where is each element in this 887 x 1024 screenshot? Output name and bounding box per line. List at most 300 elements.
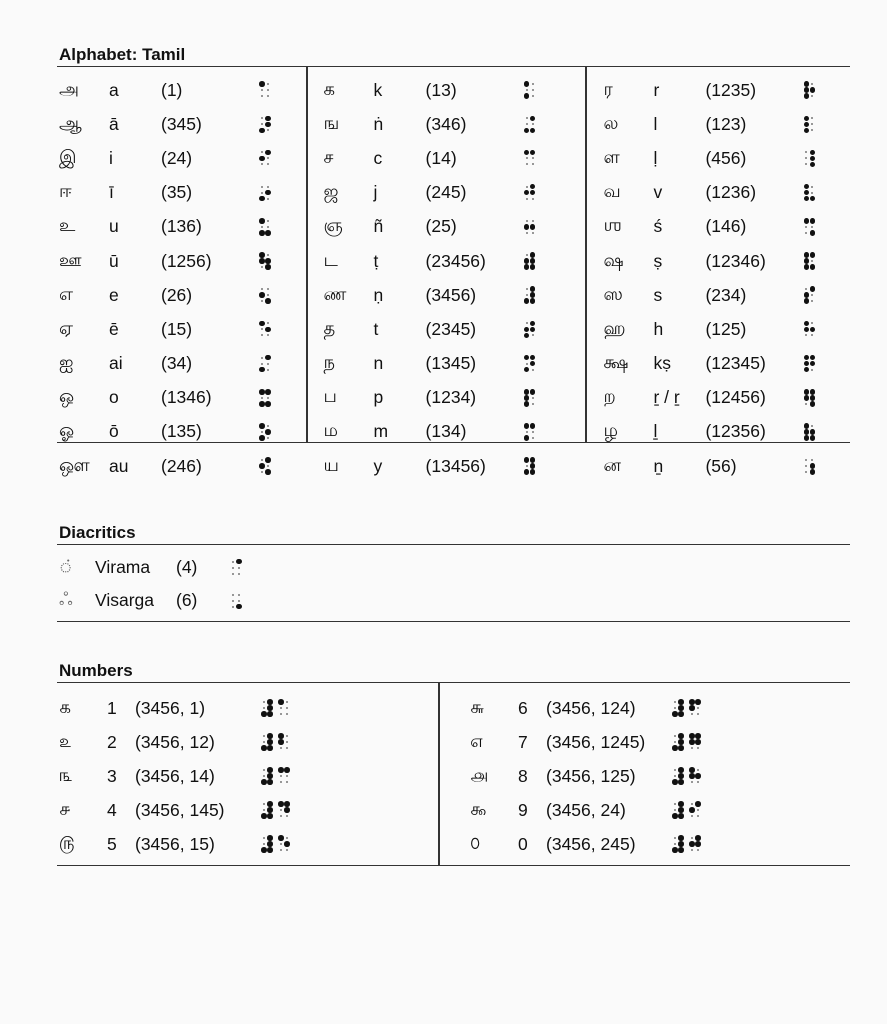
braille-cell-icon	[259, 115, 271, 133]
arabic-digit: 9	[518, 799, 528, 820]
braille-cell-icon	[524, 320, 536, 338]
letter-row	[601, 278, 850, 312]
dot-numbers: (6)	[176, 590, 198, 610]
tamil-numeral: ௦	[470, 832, 481, 853]
tamil-glyph: ஶ	[603, 215, 622, 236]
tamil-glyph: ச	[323, 146, 334, 167]
letter-row	[601, 210, 850, 244]
dot-numbers: (456)	[705, 147, 747, 168]
letter-row	[322, 381, 586, 415]
braille-pattern	[803, 355, 815, 373]
latin-transliteration: ā	[109, 113, 119, 134]
latin-transliteration: h	[653, 318, 664, 339]
diacritic-row	[57, 551, 850, 584]
arabic-digit: 7	[518, 731, 528, 752]
letter-row	[601, 381, 850, 415]
braille-pattern	[259, 389, 271, 407]
letter-row	[57, 107, 306, 141]
tamil-glyph: ஷ	[603, 249, 624, 270]
tamil-glyph: ஆ	[59, 112, 82, 133]
alphabet-section	[57, 44, 850, 476]
braille-pattern	[259, 218, 271, 236]
braille-pattern	[803, 184, 815, 202]
dot-numbers: (134)	[425, 421, 467, 442]
arabic-digit: 4	[107, 799, 117, 820]
dot-numbers: (135)	[161, 421, 202, 442]
braille-pattern	[259, 423, 271, 441]
tamil-numeral: ௩	[59, 764, 73, 785]
numbers-title: Numbers	[57, 660, 850, 683]
latin-transliteration: p	[373, 387, 384, 408]
dot-numbers: (1)	[161, 79, 183, 100]
braille-pattern	[230, 592, 242, 610]
dot-numbers: (35)	[161, 182, 193, 203]
braille-cell-icon	[803, 457, 815, 475]
braille-cell-icon	[259, 252, 271, 270]
latin-transliteration: c	[373, 147, 383, 168]
braille-cell-icon	[259, 81, 271, 99]
latin-transliteration: n	[373, 353, 384, 374]
dot-numbers: (3456, 1)	[135, 697, 206, 718]
braille-cell-icon	[524, 252, 536, 270]
dot-numbers: (125)	[705, 318, 747, 339]
tamil-numeral: ௬	[470, 696, 485, 717]
braille-cell-icon	[259, 423, 271, 441]
letter-row	[57, 210, 306, 244]
alphabet-column	[585, 67, 850, 476]
arabic-digit: 5	[107, 833, 117, 854]
braille-cell-icon	[259, 218, 271, 236]
dot-numbers: (56)	[705, 455, 737, 476]
braille-pattern	[259, 252, 271, 270]
braille-cell-icon	[672, 835, 684, 853]
letter-row	[322, 449, 586, 483]
braille-pattern	[524, 252, 536, 270]
alphabet-title: Alphabet: Tamil	[57, 44, 850, 67]
braille-pattern	[259, 115, 271, 133]
braille-pattern	[672, 699, 701, 717]
latin-transliteration: ṇ	[373, 284, 384, 305]
tamil-glyph: எ	[59, 283, 74, 304]
braille-cell-icon	[689, 733, 701, 751]
latin-transliteration: y	[373, 455, 383, 476]
letter-row	[601, 449, 850, 483]
dot-numbers: (13456)	[425, 455, 486, 476]
braille-cell-icon	[524, 389, 536, 407]
latin-transliteration: a	[109, 79, 119, 100]
number-row	[57, 725, 438, 759]
braille-cell-icon	[672, 801, 684, 819]
braille-pattern	[230, 559, 242, 577]
arabic-digit: 1	[107, 697, 117, 718]
braille-cell-icon	[689, 801, 701, 819]
braille-cell-icon	[261, 835, 273, 853]
braille-pattern	[524, 423, 536, 441]
numbers-table	[57, 683, 850, 866]
tamil-glyph: ஞ	[323, 215, 343, 236]
braille-cell-icon	[803, 115, 815, 133]
letter-row	[57, 176, 306, 210]
letter-row	[57, 415, 306, 449]
braille-pattern	[261, 699, 290, 717]
braille-cell-icon	[230, 592, 242, 610]
tamil-glyph: ன	[603, 454, 621, 475]
tamil-glyph: ஊ	[59, 249, 82, 270]
dot-numbers: (3456, 125)	[546, 765, 636, 786]
tamil-glyph: ஏ	[59, 317, 74, 338]
braille-pattern	[261, 733, 290, 751]
braille-pattern	[672, 835, 701, 853]
braille-cell-icon	[672, 733, 684, 751]
letter-row	[601, 141, 850, 175]
latin-transliteration: r	[653, 79, 660, 100]
letter-row	[322, 347, 586, 381]
tamil-glyph: ஜ	[323, 181, 339, 202]
braille-cell-icon	[259, 320, 271, 338]
numbers-column	[57, 683, 438, 865]
latin-transliteration: ḻ	[653, 421, 658, 442]
braille-pattern	[672, 767, 701, 785]
letter-row	[601, 347, 850, 381]
latin-transliteration: ṅ	[373, 113, 384, 134]
braille-pattern	[803, 115, 815, 133]
braille-pattern	[259, 184, 271, 202]
tamil-glyph: ப	[323, 386, 337, 407]
diacritic-name: Visarga	[95, 590, 155, 610]
latin-transliteration: m	[373, 421, 389, 442]
tamil-glyph: ஸ	[603, 283, 623, 304]
latin-transliteration: v	[653, 182, 663, 203]
letter-row	[322, 176, 586, 210]
alphabet-column	[57, 67, 306, 476]
latin-transliteration: l	[653, 113, 658, 134]
latin-transliteration: s	[653, 284, 663, 305]
dot-numbers: (146)	[705, 216, 747, 237]
braille-pattern	[803, 252, 815, 270]
tamil-glyph: ஈ	[59, 181, 72, 202]
braille-cell-icon	[803, 286, 815, 304]
dot-numbers: (3456, 24)	[546, 799, 626, 820]
alphabet-column	[306, 67, 586, 476]
tamil-numeral: ௫	[59, 832, 75, 853]
number-row	[468, 725, 850, 759]
arabic-digit: 8	[518, 765, 528, 786]
alphabet-table	[57, 67, 850, 476]
tamil-numeral: ௨	[59, 730, 72, 751]
letter-row	[322, 415, 586, 449]
latin-transliteration: ū	[109, 250, 119, 271]
braille-cell-icon	[259, 355, 271, 373]
latin-transliteration: ṉ	[653, 455, 664, 476]
dot-numbers: (2345)	[425, 318, 477, 339]
tamil-glyph: உ	[59, 215, 76, 236]
braille-pattern	[803, 81, 815, 99]
dot-numbers: (26)	[161, 284, 193, 305]
diacritic-row	[57, 584, 850, 617]
braille-cell-icon	[259, 184, 271, 202]
dot-numbers: (1346)	[161, 387, 212, 408]
dot-numbers: (245)	[425, 182, 467, 203]
diacritics-table	[57, 545, 850, 622]
dot-numbers: (3456, 1245)	[546, 731, 646, 752]
latin-transliteration: ṣ	[653, 250, 663, 271]
tamil-glyph: இ	[59, 146, 77, 167]
letter-row	[322, 141, 586, 175]
tamil-glyph: ர	[603, 78, 613, 99]
tamil-glyph: அ	[59, 78, 80, 99]
braille-cell-icon	[261, 767, 273, 785]
dot-numbers: (12346)	[705, 250, 766, 271]
braille-pattern	[261, 801, 290, 819]
braille-cell-icon	[259, 457, 271, 475]
dot-numbers: (1236)	[705, 182, 757, 203]
letter-row	[322, 210, 586, 244]
number-row	[57, 759, 438, 793]
tamil-glyph: ங	[323, 112, 340, 133]
letter-row	[322, 107, 586, 141]
arabic-digit: 6	[518, 697, 528, 718]
dot-numbers: (24)	[161, 147, 193, 168]
dot-numbers: (13)	[425, 79, 457, 100]
latin-transliteration: e	[109, 284, 119, 305]
letter-row	[57, 449, 306, 483]
diacritic-name: Virama	[95, 557, 151, 577]
letter-row	[322, 312, 586, 346]
tamil-numeral: ௪	[59, 798, 71, 819]
latin-transliteration: t	[373, 318, 379, 339]
number-row	[57, 793, 438, 827]
letter-row	[322, 73, 586, 107]
braille-pattern	[524, 81, 536, 99]
diacritic-glyph: ஃ	[59, 589, 73, 609]
dot-numbers: (123)	[705, 113, 747, 134]
dot-numbers: (346)	[425, 113, 467, 134]
braille-pattern	[803, 149, 815, 167]
letter-row	[322, 244, 586, 278]
number-row	[468, 691, 850, 725]
tamil-numeral: ௮	[470, 764, 488, 785]
latin-transliteration: o	[109, 387, 119, 408]
latin-transliteration: ṭ	[373, 250, 379, 271]
braille-pattern	[524, 457, 536, 475]
braille-cell-icon	[803, 81, 815, 99]
braille-pattern	[672, 733, 701, 751]
dot-numbers: (4)	[176, 557, 198, 577]
braille-cell-icon	[803, 149, 815, 167]
tamil-numeral: ௯	[470, 798, 487, 819]
tamil-glyph: ட	[323, 249, 338, 270]
braille-pattern	[259, 457, 271, 475]
dot-numbers: (3456)	[425, 284, 477, 305]
dot-numbers: (246)	[161, 455, 202, 476]
latin-transliteration: ṟ / ṟ	[653, 387, 680, 408]
latin-transliteration: i	[109, 147, 113, 168]
latin-transliteration: u	[109, 216, 119, 237]
number-row	[57, 691, 438, 725]
latin-transliteration: ō	[109, 421, 119, 442]
number-row	[468, 793, 850, 827]
latin-transliteration: ai	[109, 353, 123, 374]
braille-cell-icon	[803, 423, 815, 441]
tamil-glyph: ஓ	[59, 420, 75, 441]
braille-pattern	[524, 218, 536, 236]
tamil-numeral: ௧	[59, 696, 72, 717]
latin-transliteration: ś	[653, 216, 663, 237]
letter-row	[57, 73, 306, 107]
letter-row	[57, 381, 306, 415]
tamil-glyph: ண	[323, 283, 347, 304]
tamil-glyph: க	[323, 78, 336, 99]
dot-numbers: (3456, 14)	[135, 765, 215, 786]
braille-cell-icon	[524, 218, 536, 236]
braille-cell-icon	[803, 184, 815, 202]
braille-cell-icon	[278, 699, 290, 717]
dot-numbers: (12456)	[705, 387, 766, 408]
letter-row	[601, 312, 850, 346]
dot-numbers: (34)	[161, 353, 193, 374]
dot-numbers: (345)	[161, 113, 202, 134]
diacritic-glyph: ◌்	[59, 556, 75, 576]
numbers-section	[57, 660, 850, 866]
braille-cell-icon	[803, 218, 815, 236]
braille-pattern	[803, 457, 815, 475]
latin-transliteration: ē	[109, 318, 119, 339]
braille-cell-icon	[524, 355, 536, 373]
letter-row	[57, 312, 306, 346]
braille-pattern	[259, 286, 271, 304]
tamil-glyph: ல	[603, 112, 619, 133]
dot-numbers: (1345)	[425, 353, 477, 374]
numbers-column	[438, 683, 850, 865]
tamil-glyph: வ	[603, 181, 621, 202]
braille-cell-icon	[689, 835, 701, 853]
dot-numbers: (3456, 12)	[135, 731, 215, 752]
braille-cell-icon	[278, 767, 290, 785]
braille-cell-icon	[803, 389, 815, 407]
dot-numbers: (3456, 124)	[546, 697, 636, 718]
braille-pattern	[524, 149, 536, 167]
arabic-digit: 3	[107, 765, 117, 786]
tamil-glyph: ஔ	[59, 454, 90, 475]
arabic-digit: 0	[518, 833, 528, 854]
dot-numbers: (3456, 15)	[135, 833, 215, 854]
braille-pattern	[524, 115, 536, 133]
letter-row	[601, 107, 850, 141]
braille-cell-icon	[278, 801, 290, 819]
letter-row	[601, 176, 850, 210]
braille-pattern	[259, 320, 271, 338]
braille-cell-icon	[524, 423, 536, 441]
letter-row	[57, 347, 306, 381]
dot-numbers: (15)	[161, 318, 193, 339]
braille-pattern	[803, 320, 815, 338]
braille-cell-icon	[803, 320, 815, 338]
latin-transliteration: ī	[109, 182, 114, 203]
braille-pattern	[672, 801, 701, 819]
braille-cell-icon	[803, 355, 815, 373]
braille-cell-icon	[278, 835, 290, 853]
letter-row	[57, 141, 306, 175]
letter-row	[57, 244, 306, 278]
braille-cell-icon	[689, 699, 701, 717]
braille-pattern	[803, 218, 815, 236]
dot-numbers: (23456)	[425, 250, 486, 271]
braille-pattern	[524, 320, 536, 338]
diacritics-section	[57, 522, 850, 622]
dot-numbers: (234)	[705, 284, 747, 305]
latin-transliteration: k	[373, 79, 383, 100]
tamil-glyph: ற	[603, 386, 616, 407]
braille-cell-icon	[524, 184, 536, 202]
braille-cell-icon	[524, 286, 536, 304]
dot-numbers: (3456, 145)	[135, 799, 225, 820]
tamil-glyph: ம	[323, 420, 339, 441]
braille-pattern	[803, 423, 815, 441]
braille-cell-icon	[524, 149, 536, 167]
arabic-digit: 2	[107, 731, 117, 752]
latin-transliteration: j	[373, 182, 378, 203]
number-row	[468, 827, 850, 861]
tamil-glyph: ய	[323, 454, 339, 475]
braille-cell-icon	[259, 286, 271, 304]
tamil-glyph: ழ	[603, 420, 618, 441]
braille-pattern	[803, 389, 815, 407]
tamil-numeral: ௭	[470, 730, 484, 751]
tamil-glyph: ந	[323, 352, 336, 373]
letter-row	[57, 278, 306, 312]
braille-cell-icon	[261, 801, 273, 819]
braille-pattern	[259, 355, 271, 373]
braille-cell-icon	[524, 81, 536, 99]
braille-pattern	[524, 355, 536, 373]
latin-transliteration: kṣ	[653, 353, 671, 374]
braille-cell-icon	[689, 767, 701, 785]
dot-numbers: (1234)	[425, 387, 477, 408]
tamil-glyph: ள	[603, 146, 620, 167]
braille-cell-icon	[259, 389, 271, 407]
dot-numbers: (12345)	[705, 353, 766, 374]
number-row	[57, 827, 438, 861]
tamil-glyph: த	[323, 317, 336, 338]
braille-cell-icon	[672, 767, 684, 785]
braille-cell-icon	[803, 252, 815, 270]
braille-cell-icon	[261, 699, 273, 717]
dot-numbers: (14)	[425, 147, 457, 168]
letter-row	[601, 73, 850, 107]
braille-cell-icon	[261, 733, 273, 751]
braille-pattern	[259, 81, 271, 99]
diacritics-title: Diacritics	[57, 522, 850, 545]
tamil-glyph: ஐ	[59, 352, 74, 373]
dot-numbers: (3456, 245)	[546, 833, 636, 854]
dot-numbers: (1256)	[161, 250, 212, 271]
letter-row	[601, 415, 850, 449]
dot-numbers: (25)	[425, 216, 457, 237]
braille-pattern	[524, 389, 536, 407]
braille-pattern	[524, 286, 536, 304]
braille-cell-icon	[524, 115, 536, 133]
latin-transliteration: au	[109, 455, 129, 476]
tamil-glyph: ஹ	[603, 317, 626, 338]
latin-transliteration: ñ	[373, 216, 384, 237]
dot-numbers: (1235)	[705, 79, 757, 100]
braille-pattern	[524, 184, 536, 202]
latin-transliteration: ḷ	[653, 147, 658, 168]
braille-pattern	[803, 286, 815, 304]
dot-numbers: (12356)	[705, 421, 766, 442]
letter-row	[601, 244, 850, 278]
braille-pattern	[261, 835, 290, 853]
